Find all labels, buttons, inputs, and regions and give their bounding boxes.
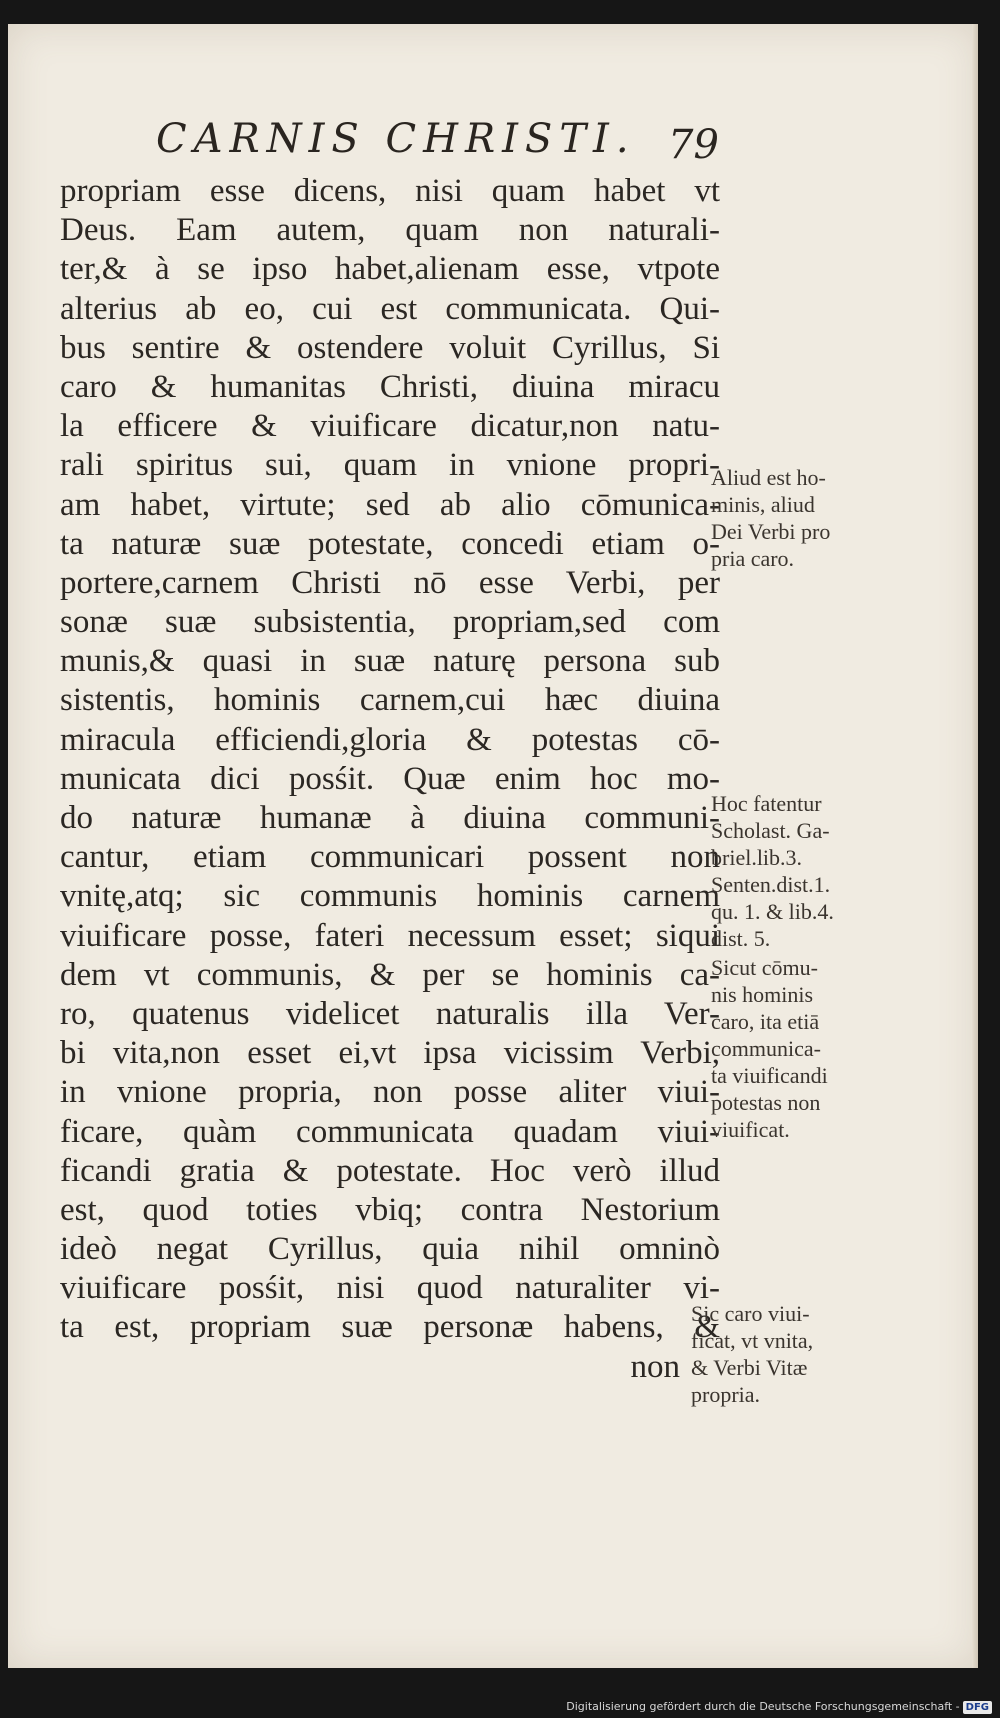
marginal-note-line: caro, ita etiā bbox=[711, 1009, 820, 1034]
marginal-note-line: communica- bbox=[711, 1036, 821, 1061]
marginal-note-line: ficat, vt vnita, bbox=[691, 1328, 814, 1353]
text-line: in vnione propria, non posse aliter viui- bbox=[60, 1074, 720, 1111]
text-line: dem vt communis, & per se hominis ca- bbox=[60, 956, 720, 993]
text-line: rali spiritus sui, quam in vnione propri- bbox=[60, 447, 720, 484]
marginal-note-line: Hoc fatentur bbox=[711, 791, 822, 816]
marginal-note-line: viuificat. bbox=[711, 1117, 790, 1142]
text-line: caro & humanitas Christi, diuina miracu bbox=[60, 368, 720, 405]
marginal-note-line: Dei Verbi pro bbox=[711, 519, 831, 544]
text-line: bus sentire & ostendere voluit Cyrillus, Si bbox=[60, 329, 720, 366]
text-line: am habet, virtute; sed ab alio cōmunica- bbox=[60, 486, 720, 523]
marginal-note-line: pria caro. bbox=[711, 546, 795, 571]
marginal-note-line: & Verbi Vitæ bbox=[691, 1355, 808, 1380]
marginal-note-line: ta viuificandi bbox=[711, 1063, 828, 1088]
text-line: est, quod toties vbiq; contra Nestorium bbox=[60, 1191, 720, 1228]
text-line: ideò negat Cyrillus, quia nihil omninò bbox=[60, 1231, 720, 1268]
text-line: sonæ suæ subsistentia, propriam,sed com bbox=[60, 604, 720, 641]
marginal-note-line: dist. 5. bbox=[711, 926, 771, 951]
marginal-note-line: minis, aliud bbox=[711, 492, 815, 517]
text-line: cantur, etiam communicari possent non bbox=[60, 839, 720, 876]
dfg-logo: DFG bbox=[963, 1701, 992, 1714]
text-line: viuificare posse, fateri necessum esset; siqui bbox=[60, 917, 720, 954]
text-line: sistentis, hominis carnem,cui hæc diuina bbox=[60, 682, 720, 719]
marginal-note-line: briel.lib.3. bbox=[711, 845, 803, 870]
marginal-note bbox=[691, 1300, 813, 1408]
marginal-note-line: Sicut cōmu- bbox=[711, 955, 818, 980]
text-line: la efficere & viuificare dicatur,non natu- bbox=[60, 408, 720, 445]
text-line: ter,& à se ipso habet,alienam esse, vtpote bbox=[60, 251, 720, 288]
page-edge bbox=[972, 24, 978, 1668]
text-line: municata dici posśit. Quæ enim hoc mo- bbox=[60, 760, 720, 797]
book-page bbox=[8, 24, 978, 1668]
text-line: ficare, quàm communicata quadam viui- bbox=[60, 1113, 720, 1150]
text-line: ficandi gratia & potestate. Hoc verò illud bbox=[60, 1152, 720, 1189]
text-line: ro, quatenus videlicet naturalis illa Ver- bbox=[60, 995, 720, 1032]
text-line: Deus. Eam autem, quam non naturali- bbox=[60, 212, 720, 249]
marginal-note-line: Senten.dist.1. bbox=[711, 872, 831, 897]
text-line: portere,carnem Christi nō esse Verbi, per bbox=[60, 564, 720, 601]
text-line: miracula efficiendi,gloria & potestas cō- bbox=[60, 721, 720, 758]
body-text bbox=[60, 172, 720, 1387]
digitization-credit bbox=[566, 1700, 992, 1714]
running-head: CARNIS CHRISTI. bbox=[156, 116, 636, 162]
marginal-note-line: Aliud est ho- bbox=[711, 465, 826, 490]
text-line: propriam esse dicens, nisi quam habet vt bbox=[60, 173, 720, 209]
catchword: non bbox=[630, 1348, 680, 1385]
text-line: ta naturæ suæ potestate, concedi etiam o- bbox=[60, 525, 720, 562]
marginal-note-line: potestas non bbox=[711, 1090, 821, 1115]
text-line: ta est, propriam suæ personæ habens, & bbox=[60, 1309, 720, 1346]
marginal-note bbox=[711, 464, 830, 572]
marginal-note-line: Sic caro viui- bbox=[691, 1301, 810, 1326]
marginal-note bbox=[711, 790, 834, 952]
marginal-note-line: qu. 1. & lib.4. bbox=[711, 899, 834, 924]
text-line: munis,& quasi in suæ naturę persona sub bbox=[60, 643, 720, 680]
marginal-note-line: Scholast. Ga- bbox=[711, 818, 830, 843]
text-line: bi vita,non esset ei,vt ipsa vicissim Verbi, bbox=[60, 1035, 720, 1072]
text-line: do naturæ humanæ à diuina communi- bbox=[60, 800, 720, 836]
page-number: 79 bbox=[668, 122, 719, 168]
text-line: viuificare posśit, nisi quod naturaliter vi- bbox=[60, 1270, 720, 1307]
marginal-note-line: propria. bbox=[691, 1382, 761, 1407]
credit-text: Digitalisierung gefördert durch die Deutsche Forschungsgemeinschaft - bbox=[566, 1700, 960, 1713]
marginal-note bbox=[711, 954, 828, 1143]
text-line: alterius ab eo, cui est communicata. Qui- bbox=[60, 290, 720, 327]
marginal-note-line: nis hominis bbox=[711, 982, 814, 1007]
text-line: vnitę,atq; sic communis hominis carnem bbox=[60, 878, 720, 915]
